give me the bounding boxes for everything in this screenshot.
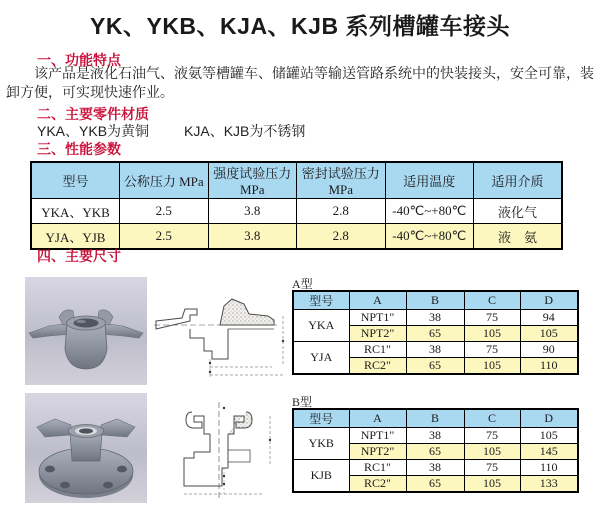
- cell-c: 105: [464, 326, 520, 342]
- materials-line: [37, 121, 305, 141]
- cell-d: 105: [520, 428, 578, 444]
- cell-a: NPT1": [349, 428, 406, 444]
- col-header-c: C: [464, 291, 520, 310]
- col-header-a: A: [349, 291, 406, 310]
- col-header-medium: 适用介质: [474, 162, 563, 199]
- cell-b: 65: [406, 444, 464, 460]
- cell-a: NPT1": [349, 310, 406, 326]
- table-row: [293, 342, 578, 358]
- table-row: [293, 310, 578, 326]
- section-drawing-b: [162, 398, 287, 503]
- col-header-strength-test: 强度试验压力MPa: [208, 162, 297, 199]
- col-header-c: C: [464, 409, 520, 428]
- col-header-nominal-pressure: 公称压力 MPa: [120, 162, 209, 199]
- col-header-temperature: 适用温度: [385, 162, 474, 199]
- cell-a: NPT2": [349, 326, 406, 342]
- product-photo-wing-coupling: [25, 277, 147, 385]
- cell-c: 75: [464, 428, 520, 444]
- cell-d: 110: [520, 358, 578, 375]
- cell-strength-test: 3.8: [208, 224, 297, 250]
- cell-temperature: -40℃~+80℃: [385, 224, 474, 250]
- dimension-table-a: [292, 290, 579, 375]
- materials-stainless: KJA、KJB为不锈钢: [184, 123, 306, 139]
- col-header-model: 型号: [293, 291, 349, 310]
- cell-strength-test: 3.8: [208, 199, 297, 224]
- cell-c: 105: [464, 476, 520, 493]
- dim-b-header-row: [293, 409, 578, 428]
- cell-b: 38: [406, 310, 464, 326]
- product-photo-flange-coupling: [25, 393, 147, 503]
- cell-c: 75: [464, 460, 520, 476]
- col-header-a: A: [349, 409, 406, 428]
- section-heading-dimensions: 四、主要尺寸: [37, 248, 121, 264]
- cell-model: YJA、YJB: [31, 224, 120, 250]
- cell-a: NPT2": [349, 444, 406, 460]
- cell-d: 133: [520, 476, 578, 493]
- cell-b: 65: [406, 358, 464, 375]
- table-row: [31, 199, 562, 224]
- cell-a: RC1": [349, 342, 406, 358]
- cell-b: 38: [406, 460, 464, 476]
- table-row: [293, 428, 578, 444]
- materials-brass: YKA、YKB为黄铜: [37, 123, 150, 139]
- cell-c: 105: [464, 358, 520, 375]
- cell-b: 65: [406, 476, 464, 493]
- performance-table: [30, 161, 563, 250]
- table-row: [293, 460, 578, 476]
- cell-c: 75: [464, 342, 520, 358]
- cell-d: 90: [520, 342, 578, 358]
- cell-medium: 液化气: [474, 199, 563, 224]
- cell-d: 105: [520, 326, 578, 342]
- dim-a-header-row: [293, 291, 578, 310]
- page-title: YK、YKB、KJA、KJB 系列槽罐车接头: [90, 13, 510, 39]
- cell-d: 94: [520, 310, 578, 326]
- dimension-table-b-label: B型: [292, 395, 313, 409]
- col-header-b: B: [406, 409, 464, 428]
- cell-b: 65: [406, 326, 464, 342]
- section-heading-performance: 三、性能参数: [37, 141, 121, 157]
- dimension-table-a-label: A型: [292, 277, 313, 291]
- cell-seal-test: 2.8: [297, 199, 386, 224]
- cell-temperature: -40℃~+80℃: [385, 199, 474, 224]
- cell-c: 105: [464, 444, 520, 460]
- section-drawing-a: [152, 288, 292, 380]
- col-header-seal-test: 密封试验压力MPa: [297, 162, 386, 199]
- cell-d: 110: [520, 460, 578, 476]
- cell-a: RC2": [349, 476, 406, 493]
- col-header-model: 型号: [293, 409, 349, 428]
- cell-nominal-pressure: 2.5: [120, 224, 209, 250]
- cell-medium: 液 氨: [474, 224, 563, 250]
- features-paragraph: 该产品是液化石油气、液氨等槽罐车、储罐站等输送管路系统中的快装接头，安全可靠，装卸方便，可实现快速作业。: [6, 65, 594, 100]
- cell-model: YKA、YKB: [31, 199, 120, 224]
- section-heading-features: 一、功能特点: [37, 52, 121, 68]
- performance-header-row: [31, 162, 562, 199]
- col-header-b: B: [406, 291, 464, 310]
- col-header-d: D: [520, 291, 578, 310]
- dimension-table-b: [292, 408, 579, 493]
- cell-a: RC2": [349, 358, 406, 375]
- section-heading-materials: 二、主要零件材质: [37, 106, 149, 122]
- cell-nominal-pressure: 2.5: [120, 199, 209, 224]
- cell-c: 75: [464, 310, 520, 326]
- cell-model: YJA: [293, 342, 349, 375]
- cell-a: RC1": [349, 460, 406, 476]
- cell-b: 38: [406, 428, 464, 444]
- cell-model: YKB: [293, 428, 349, 460]
- cell-seal-test: 2.8: [297, 224, 386, 250]
- cell-model: KJB: [293, 460, 349, 493]
- cell-b: 38: [406, 342, 464, 358]
- cell-d: 145: [520, 444, 578, 460]
- col-header-model: 型号: [31, 162, 120, 199]
- col-header-d: D: [520, 409, 578, 428]
- cell-model: YKA: [293, 310, 349, 342]
